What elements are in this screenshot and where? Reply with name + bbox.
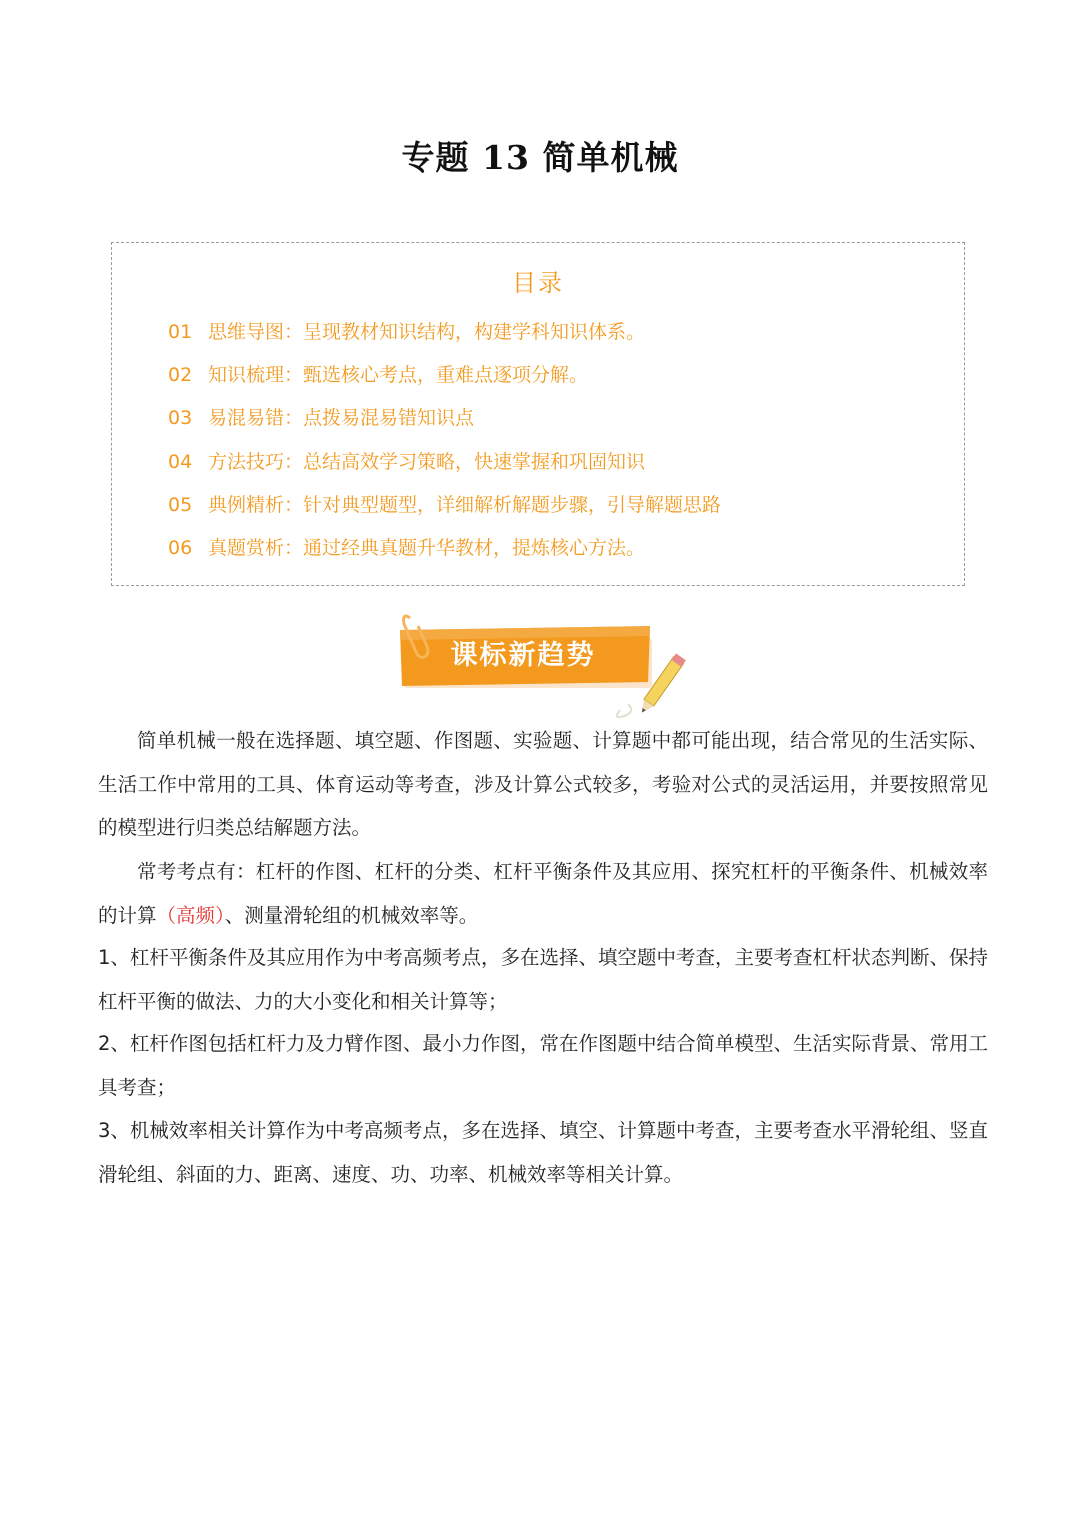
toc-item-text: 思维导图：呈现教材知识结构，构建学科知识体系。 xyxy=(208,321,646,343)
key-points-text: 常考考点有：杠杆的作图、杠杆的分类、杠杆平衡条件及其应用、探究杠杆的平衡条件、机械效率的计算 xyxy=(98,860,988,927)
page-title: 专题 13 简单机械 xyxy=(401,138,679,177)
toc-item-number: 06 xyxy=(168,537,193,559)
paragraph-point-1: 1、杠杆平衡条件及其应用作为中考高频考点，多在选择、填空题中考查，主要考查杠杆状态判断、保持杠杆平衡的做法、力的大小变化和相关计算等； xyxy=(98,946,988,1013)
toc-item xyxy=(168,360,588,387)
toc-box xyxy=(111,242,965,586)
paragraph-point-3: 3、机械效率相关计算作为中考高频考点，多在选择、填空、计算题中考查，主要考查水平滑轮组、竖直滑轮组、斜面的力、距离、速度、功、功率、机械效率等相关计算。 xyxy=(98,1119,988,1186)
key-points-text-end: 、测量滑轮组的机械效率等。 xyxy=(224,903,479,927)
toc-item-text: 知识梳理：甄选核心考点，重难点逐项分解。 xyxy=(208,364,589,386)
high-frequency-tag: （高频） xyxy=(156,903,225,927)
toc-item-text: 易混易错：点拨易混易错知识点 xyxy=(208,407,475,429)
toc-heading: 目录 xyxy=(512,269,564,297)
banner-label: 课标新趋势 xyxy=(450,640,596,671)
paragraph-point-2: 2、杠杆作图包括杠杆力及力臂作图、最小力作图，常在作图题中结合简单模型、生活实际背景、常用工具考查； xyxy=(98,1032,988,1099)
toc-item-text: 真题赏析：通过经典真题升华教材，提炼核心方法。 xyxy=(208,537,646,559)
toc-item-number: 02 xyxy=(168,364,193,386)
toc-item-number: 04 xyxy=(168,451,193,473)
toc-item-text: 方法技巧：总结高效学习策略，快速掌握和巩固知识 xyxy=(208,451,646,473)
toc-item-number: 03 xyxy=(168,407,193,429)
toc-item xyxy=(168,447,645,474)
toc-item-number: 01 xyxy=(168,321,193,343)
toc-item-number: 05 xyxy=(168,494,193,516)
section-banner xyxy=(398,612,698,722)
toc-item-text: 典例精析：针对典型题型，详细解析解题步骤，引导解题思路 xyxy=(208,494,722,516)
toc-item xyxy=(168,403,474,430)
toc-item xyxy=(168,490,721,517)
toc-item xyxy=(168,533,645,560)
paragraph-intro: 简单机械一般在选择题、填空题、作图题、实验题、计算题中都可能出现，结合常见的生活实际、生活工作中常用的工具、体育运动等考查，涉及计算公式较多，考验对公式的灵活运用，并要按照常见的模型进行归类总结解题方法。 xyxy=(98,729,988,839)
paragraph-key-points xyxy=(98,850,988,937)
toc-item xyxy=(168,317,645,344)
